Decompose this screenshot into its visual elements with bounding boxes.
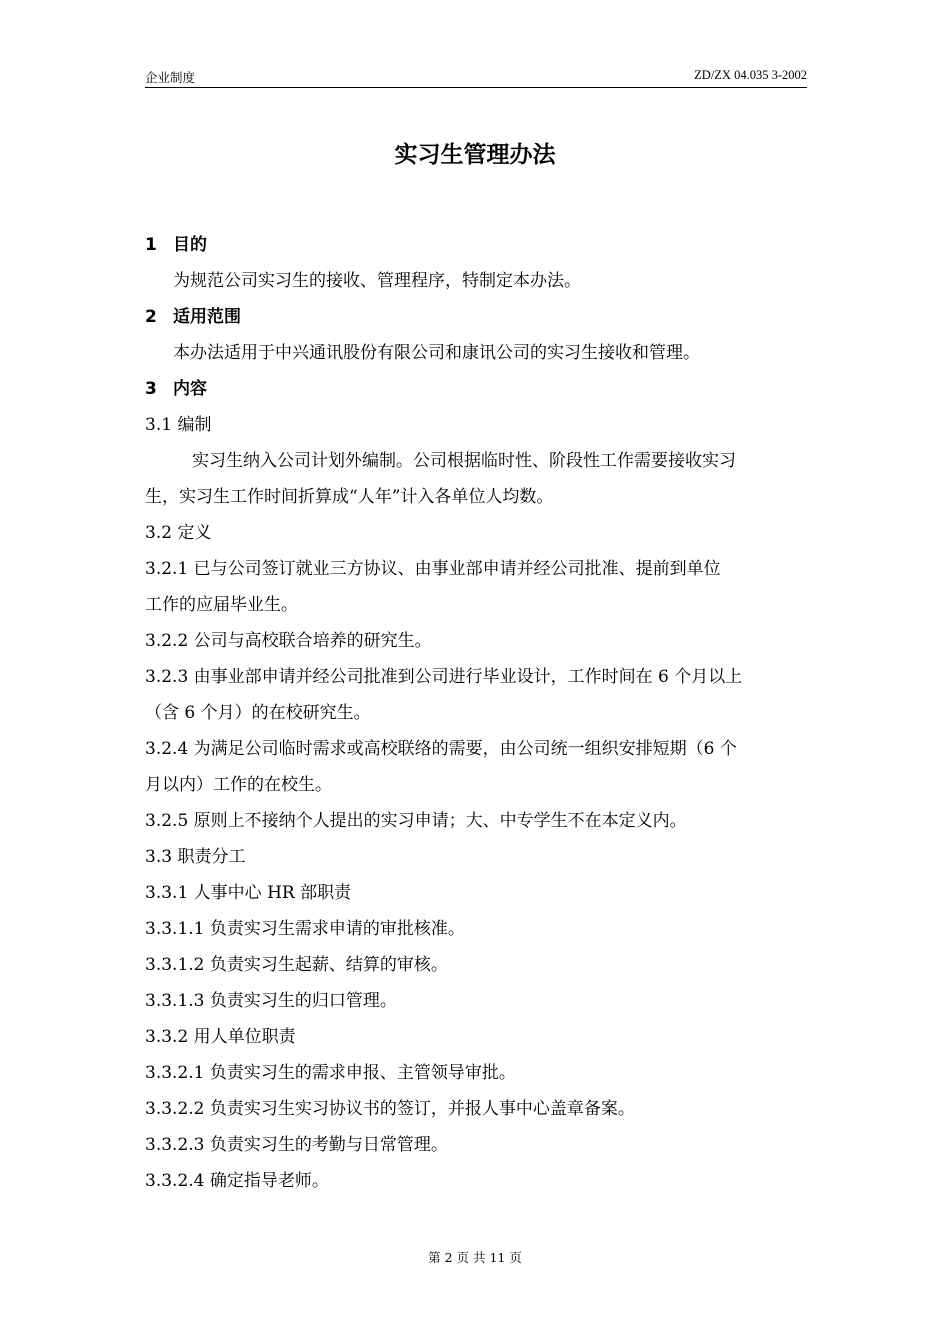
subsection-heading: 3.3 职责分工	[145, 847, 246, 867]
clause-text: 3.3.2.4 确定指导老师。	[145, 1171, 329, 1191]
clause-text: 3.2.1 已与公司签订就业三方协议、由事业部申请并经公司批准、提前到单位	[145, 559, 721, 579]
subsection-heading: 3.1 编制	[145, 415, 212, 435]
section-number: 3	[145, 379, 157, 399]
clause-text: 3.2.3 由事业部申请并经公司批准到公司进行毕业设计，工作时间在 6 个月以上	[145, 667, 743, 687]
paragraph: 生，实习生工作时间折算成“人年”计入各单位人均数。	[145, 487, 554, 507]
clause-text: （含 6 个月）的在校研究生。	[145, 703, 371, 723]
clause-text: 工作的应届毕业生。	[145, 595, 298, 615]
section-title: 内容	[173, 379, 207, 399]
clause-text: 月以内）工作的在校生。	[145, 775, 332, 795]
clause-text: 3.2.4 为满足公司临时需求或高校联络的需要，由公司统一组织安排短期（6 个	[145, 739, 737, 759]
header-category: 企业制度	[145, 70, 196, 85]
paragraph: 为规范公司实习生的接收、管理程序，特制定本办法。	[173, 271, 581, 291]
page-header	[145, 68, 807, 88]
section-heading-purpose	[145, 233, 815, 257]
subsection-heading: 3.2 定义	[145, 523, 212, 543]
page-footer: 第 2 页 共 11 页	[428, 1250, 522, 1265]
paragraph: 本办法适用于中兴通讯股份有限公司和康讯公司的实习生接收和管理。	[173, 343, 700, 363]
clause-text: 3.3.2.2 负责实习生实习协议书的签订，并报人事中心盖章备案。	[145, 1099, 635, 1119]
clause-text: 3.3.1.2 负责实习生起薪、结算的审核。	[145, 955, 448, 975]
clause-heading: 3.3.2 用人单位职责	[145, 1027, 296, 1047]
clause-heading: 3.3.1 人事中心 HR 部职责	[145, 883, 352, 903]
document-title: 实习生管理办法	[394, 142, 556, 168]
section-number: 2	[145, 307, 157, 327]
clause-text: 3.2.5 原则上不接纳个人提出的实习申请；大、中专学生不在本定义内。	[145, 811, 687, 831]
clause-text: 3.3.2.3 负责实习生的考勤与日常管理。	[145, 1135, 448, 1155]
header-doc-number: ZD/ZX 04.035 3-2002	[694, 68, 807, 82]
paragraph: 实习生纳入公司计划外编制。公司根据临时性、阶段性工作需要接收实习	[192, 451, 736, 471]
section-title: 适用范围	[173, 307, 241, 327]
section-heading-content	[145, 377, 815, 401]
section-heading-scope	[145, 305, 815, 329]
clause-text: 3.2.2 公司与高校联合培养的研究生。	[145, 631, 432, 651]
section-number: 1	[145, 235, 157, 255]
clause-text: 3.3.2.1 负责实习生的需求申报、主管领导审批。	[145, 1063, 516, 1083]
clause-text: 3.3.1.3 负责实习生的归口管理。	[145, 991, 397, 1011]
section-title: 目的	[173, 235, 207, 255]
clause-text: 3.3.1.1 负责实习生需求申请的审批核准。	[145, 919, 465, 939]
